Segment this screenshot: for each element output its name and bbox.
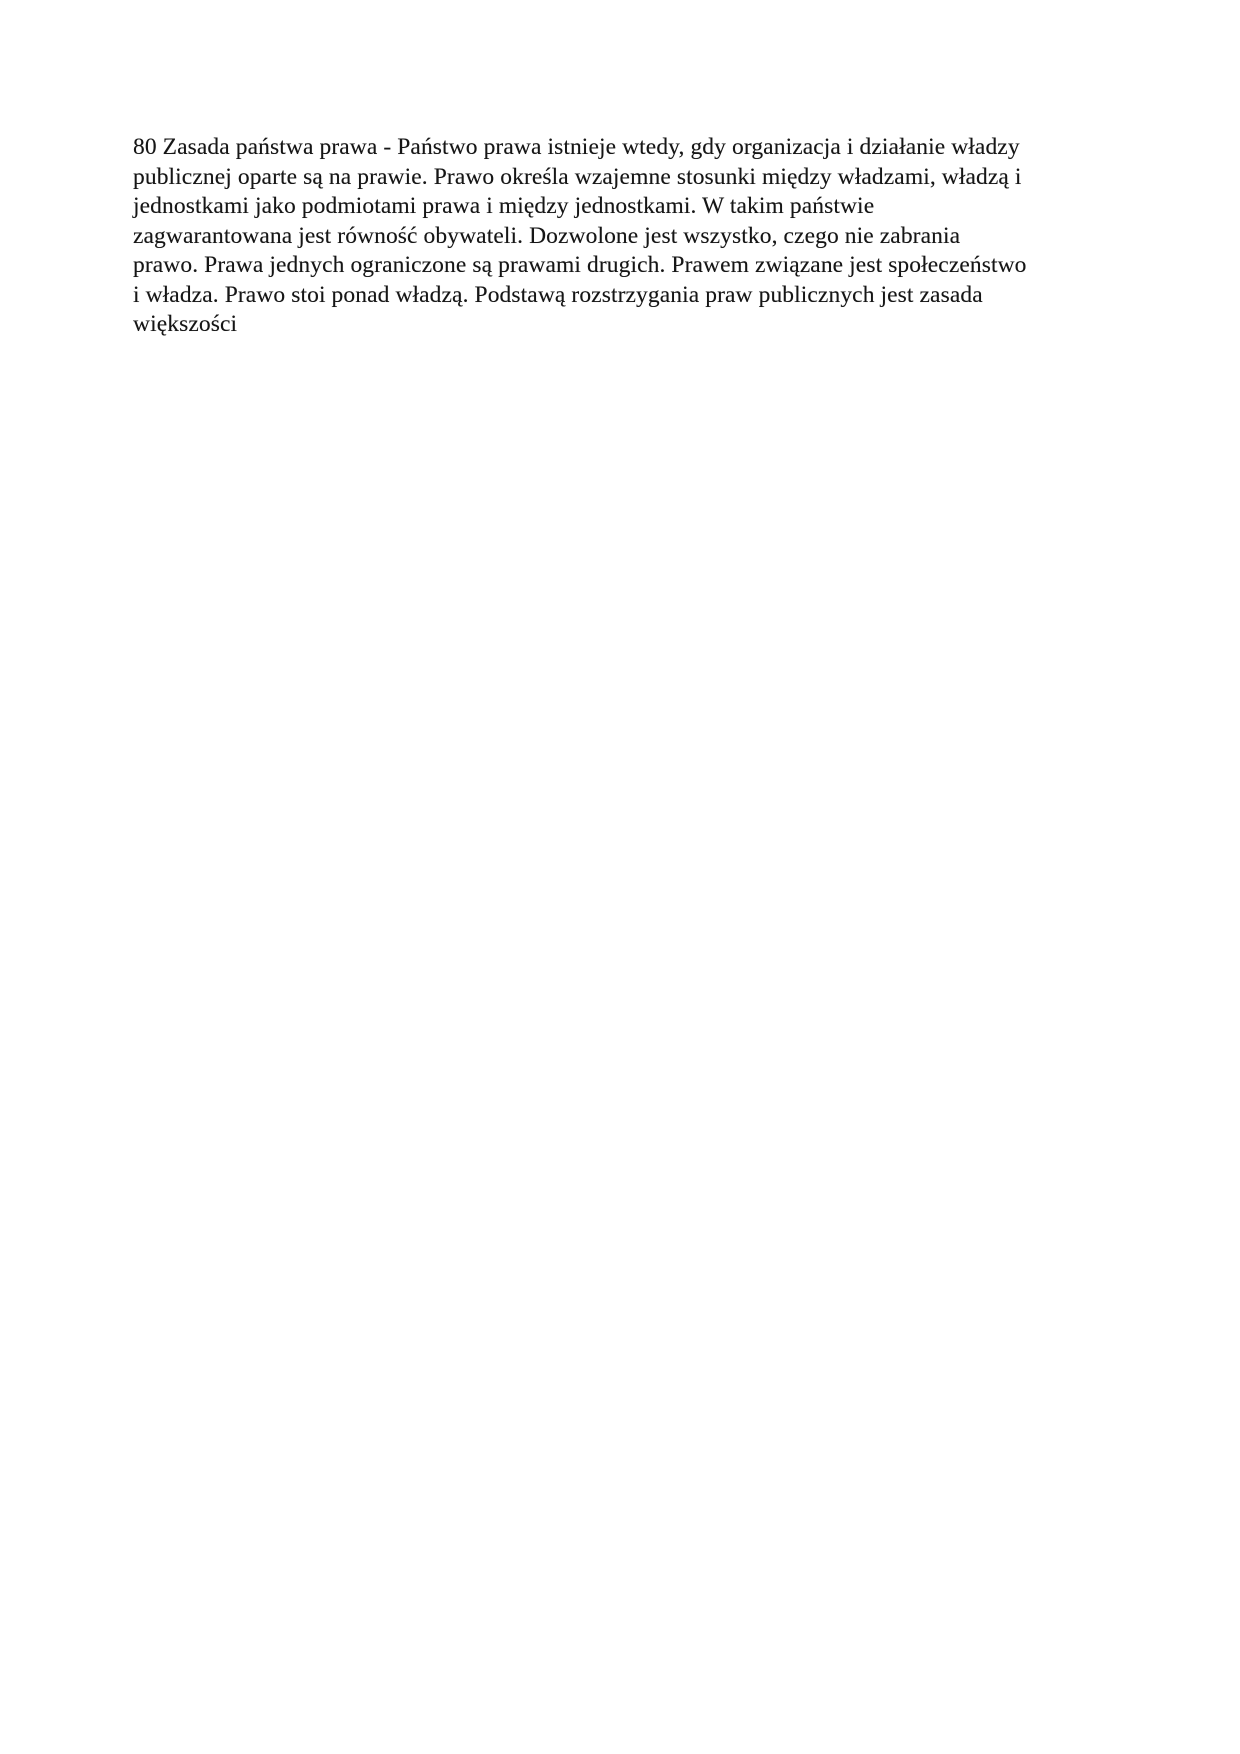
text-line: publicznej oparte są na prawie. Prawo określa wzajemne stosunki między władzami, władzą i xyxy=(133,163,1022,190)
text-line: 80 Zasada państwa prawa - Państwo prawa istnieje wtedy, gdy organizacja i działanie władzy xyxy=(133,134,1020,160)
text-line: większości xyxy=(133,311,238,337)
paragraph xyxy=(133,133,1027,340)
text-line: jednostkami jako podmiotami prawa i między jednostkami. W takim państwie xyxy=(133,193,875,219)
text-line: i władza. Prawo stoi ponad władzą. Podstawą rozstrzygania praw publicznych jest zasada xyxy=(133,281,983,308)
text-line: prawo. Prawa jednych ograniczone są prawami drugich. Prawem związane jest społeczeństwo xyxy=(133,252,1027,278)
text-line: zagwarantowana jest równość obywateli. Dozwolone jest wszystko, czego nie zabrania xyxy=(133,222,961,249)
